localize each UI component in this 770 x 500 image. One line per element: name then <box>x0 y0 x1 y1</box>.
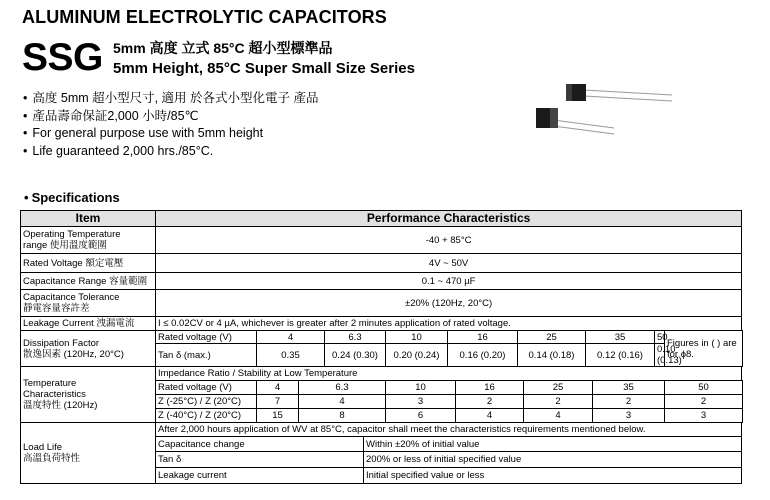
subtitle-chinese: 5mm 高度 立式 85°C 超小型標準品 <box>113 40 333 56</box>
header-item: Item <box>21 211 156 227</box>
load-life-caption: After 2,000 hours application of WV at 85°C, capacitor shall meet the characteristics requirements mentioned below. <box>156 423 742 437</box>
leakage-current-value: I ≤ 0.02CV or 4 µA, whichever is greater after 2 minutes application of rated voltage. <box>156 317 742 331</box>
leakage-current-label: Leakage Current 洩漏電流 <box>21 317 156 331</box>
tc-row2-cell: 8 <box>299 409 386 423</box>
capacitance-tolerance-value: ±20% (120Hz, 20°C) <box>156 290 742 317</box>
feature-list <box>23 90 319 160</box>
operating-temperature-value: -40 + 85°C <box>156 227 742 254</box>
tc-row1-cell: 2 <box>456 395 524 409</box>
tc-row1-cell: 2 <box>524 395 593 409</box>
specifications-table <box>20 210 743 484</box>
capacitance-range-value: 0.1 ~ 470 µF <box>156 273 742 290</box>
feature-item: • 高度 5mm 超小型尺寸, 適用 於各式小型化電子 產品 <box>23 90 319 108</box>
df-tan-cell: 0.12 (0.16) <box>586 344 655 367</box>
tc-voltage-cell: 50 <box>665 381 743 395</box>
tc-row2-cell: 6 <box>386 409 456 423</box>
df-tan-cell: 0.20 (0.24) <box>386 344 448 367</box>
feature-item: • Life guaranteed 2,000 hrs./85°C. <box>23 143 319 161</box>
df-voltage-cell: 4 <box>257 331 325 344</box>
rated-voltage-label: Rated Voltage 額定電壓 <box>21 254 156 273</box>
specifications-heading: • Specifications <box>24 190 120 205</box>
df-voltage-cell: 35 <box>586 331 655 344</box>
df-tan-cell: 0.16 (0.20) <box>448 344 518 367</box>
tc-row1-cell: 7 <box>257 395 299 409</box>
document-title: ALUMINUM ELECTROLYTIC CAPACITORS <box>22 7 387 27</box>
capacitor-image <box>530 78 680 138</box>
load-life-value: Within ±20% of initial value <box>364 437 742 452</box>
tc-row2-cell: 3 <box>665 409 743 423</box>
tc-row2-cell: 3 <box>593 409 665 423</box>
feature-item: • For general purpose use with 5mm height <box>23 125 319 143</box>
tc-row2-label: Z (-40°C) / Z (20°C) <box>156 409 257 423</box>
tc-voltage-cell: 35 <box>593 381 665 395</box>
load-life-key: Tan δ <box>156 452 364 468</box>
header-performance: Performance Characteristics <box>156 211 742 227</box>
rated-voltage-value: 4V ~ 50V <box>156 254 742 273</box>
tc-row1-label: Z (-25°C) / Z (20°C) <box>156 395 257 409</box>
operating-temperature-label: Operating Temperature range 使用溫度範圍 <box>21 227 156 254</box>
series-code: SSG <box>22 36 103 79</box>
load-life-value: Initial specified value or less <box>364 468 742 484</box>
df-voltage-cell: 10 <box>386 331 448 344</box>
df-rated-voltage-label: Rated voltage (V) <box>156 331 257 344</box>
tc-voltage-cell: 25 <box>524 381 593 395</box>
load-life-value: 200% or less of initial specified value <box>364 452 742 468</box>
feature-item: • 產品壽命保証2,000 小時/85℃ <box>23 108 319 126</box>
df-tan-cell: 0.24 (0.30) <box>325 344 386 367</box>
df-footnote: Figures in ( ) are for ɸ8. <box>665 331 743 367</box>
df-tan-label: Tan δ (max.) <box>156 344 257 367</box>
df-voltage-cell: 16 <box>448 331 518 344</box>
tc-voltage-cell: 10 <box>386 381 456 395</box>
df-tan-cell: 0.35 <box>257 344 325 367</box>
df-tan-cell: 0.10 (0.13) <box>655 344 665 367</box>
df-voltage-cell: 50 <box>655 331 665 344</box>
load-life-key: Leakage current <box>156 468 364 484</box>
tc-row2-cell: 15 <box>257 409 299 423</box>
tc-rated-voltage-label: Rated voltage (V) <box>156 381 257 395</box>
tc-row1-cell: 2 <box>593 395 665 409</box>
df-voltage-cell: 6.3 <box>325 331 386 344</box>
capacitance-tolerance-label: Capacitance Tolerance 靜電容量容許差 <box>21 290 156 317</box>
df-voltage-cell: 25 <box>518 331 586 344</box>
tc-row2-cell: 4 <box>456 409 524 423</box>
tc-caption: Impedance Ratio / Stability at Low Temperature <box>156 367 742 381</box>
tc-row1-cell: 2 <box>665 395 743 409</box>
load-life-label: Load Life 高溫負荷特性 <box>21 423 156 484</box>
tc-row1-cell: 4 <box>299 395 386 409</box>
tc-voltage-cell: 4 <box>257 381 299 395</box>
capacitance-range-label: Capacitance Range 容量範圍 <box>21 273 156 290</box>
tc-voltage-cell: 16 <box>456 381 524 395</box>
tc-row1-cell: 3 <box>386 395 456 409</box>
tc-row2-cell: 4 <box>524 409 593 423</box>
dissipation-factor-label: Dissipation Factor 散逸因素 (120Hz, 20°C) <box>21 331 156 367</box>
load-life-key: Capacitance change <box>156 437 364 452</box>
df-tan-cell: 0.14 (0.18) <box>518 344 586 367</box>
tc-voltage-cell: 6.3 <box>299 381 386 395</box>
subtitle-english: 5mm Height, 85°C Super Small Size Series <box>113 60 415 77</box>
temperature-characteristics-label: Temperature Characteristics 溫度特性 (120Hz) <box>21 367 156 423</box>
